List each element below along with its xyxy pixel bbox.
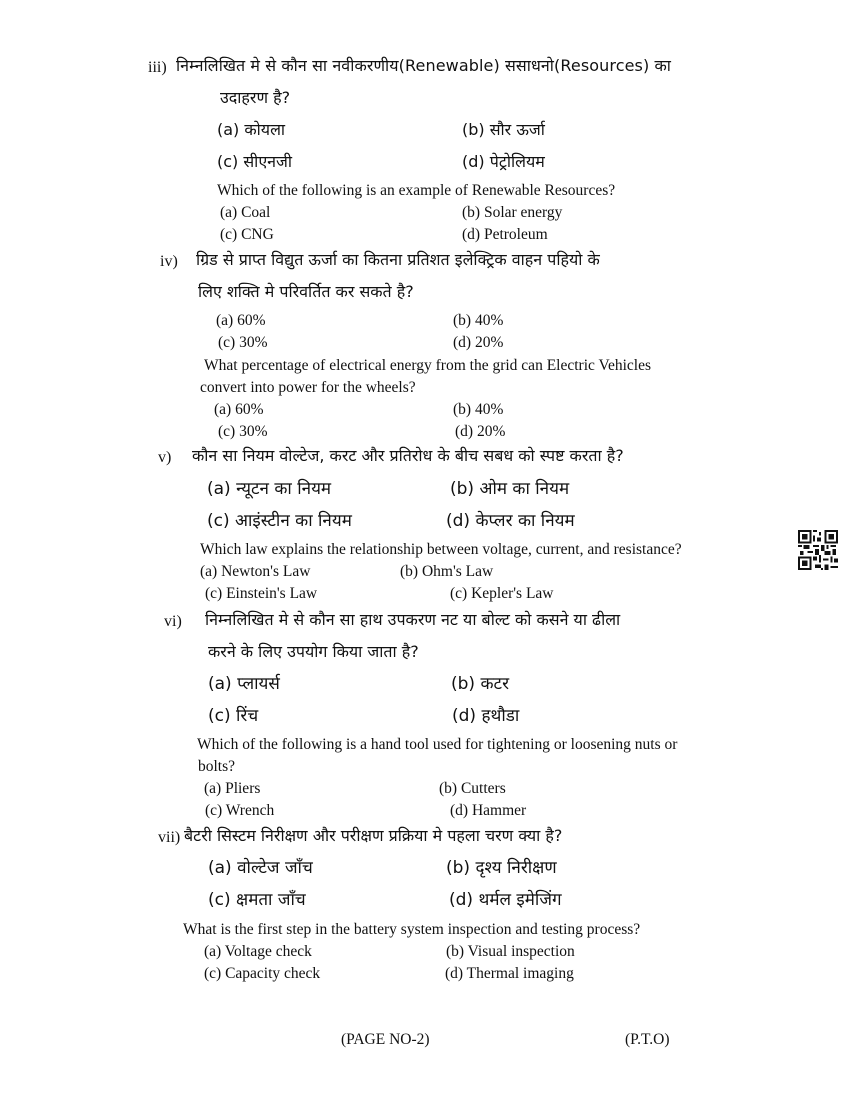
hindi-option-a: (a) प्लायर्स [208,674,280,694]
english-option-a: (a) Coal [220,204,271,221]
hindi-option-d: (d) केप्लर का नियम [446,511,575,531]
english-option-a: (a) 60% [214,401,264,418]
english-option-b: (b) Cutters [439,780,506,797]
hindi-question-line1: निम्नलिखित मे से कौन सा हाथ उपकरण नट या बोल्ट को कसने या ढीला [205,610,621,629]
hindi-option-d: (d) थर्मल इमेजिंग [449,890,562,910]
english-question-line2: bolts? [198,758,236,775]
english-option-d: (d) Hammer [450,802,527,819]
hindi-option-c: (c) क्षमता जाँच [208,890,306,910]
english-option-c: (c) Wrench [205,802,275,819]
english-question: What is the first step in the battery system inspection and testing process? [183,921,641,938]
english-option-d: (d) Petroleum [462,226,548,243]
hindi-option-b: (b) दृश्य निरीक्षण [446,858,557,878]
hindi-option-d: (d) हथौडा [452,706,520,726]
hindi-question-line1: बैटरी सिस्टम निरीक्षण और परीक्षण प्रक्रिया मे पहला चरण क्या है? [184,826,563,845]
pto-label: (P.T.O) [625,1031,670,1048]
english-option-b: (b) Ohm's Law [400,563,494,580]
qr-code-icon [798,530,838,570]
english-question: Which of the following is an example of Renewable Resources? [217,182,616,199]
english-option-c: (c) Capacity check [204,965,321,982]
question-number: iv) [160,253,178,270]
hindi-option-d: (d) 20% [453,334,504,351]
hindi-option-b: (b) 40% [453,312,504,329]
english-option-b: (b) Visual inspection [446,943,575,960]
question-number: vii) [158,829,181,846]
hindi-question-line1: ग्रिड से प्राप्त विद्युत ऊर्जा का कितना प्रतिशत इलेक्ट्रिक वाहन पहियो के [196,250,600,269]
hindi-option-c: (c) सीएनजी [217,152,293,171]
hindi-option-a: (a) वोल्टेज जाँच [208,858,313,878]
question-number: v) [158,449,172,466]
hindi-question-line2: उदाहरण है? [220,88,291,107]
english-option-b: (b) 40% [453,401,504,418]
hindi-option-c: (c) 30% [218,334,268,351]
hindi-question-line2: करने के लिए उपयोग किया जाता है? [208,642,419,661]
hindi-option-b: (b) कटर [451,674,510,694]
page-number: (PAGE NO-2) [341,1031,430,1048]
hindi-option-b: (b) ओम का नियम [450,479,570,499]
english-option-c: (c) CNG [220,226,274,243]
english-option-d: (d) Thermal imaging [445,965,574,982]
english-question-line1: What percentage of electrical energy from the grid can Electric Vehicles [204,357,651,374]
english-option-b: (b) Solar energy [462,204,563,221]
english-question: Which law explains the relationship between voltage, current, and resistance? [200,541,682,558]
english-option-d: (d) 20% [455,423,506,440]
english-question-line2: convert into power for the wheels? [200,379,416,396]
hindi-option-c: (c) आइंस्टीन का नियम [207,511,352,531]
hindi-question-line2: लिए शक्ति मे परिवर्तित कर सकते है? [198,282,414,301]
hindi-option-b: (b) सौर ऊर्जा [462,120,545,139]
hindi-option-a: (a) कोयला [217,120,286,139]
english-option-c: (c) 30% [218,423,268,440]
english-option-a: (a) Voltage check [204,943,312,960]
english-option-a: (a) Pliers [204,780,261,797]
english-question-line1: Which of the following is a hand tool used for tightening or loosening nuts or [197,736,678,753]
question-number: iii) [148,59,167,76]
question-number: vi) [164,613,182,630]
hindi-option-a: (a) 60% [216,312,266,329]
english-option-a: (a) Newton's Law [200,563,311,580]
english-option-c: (c) Einstein's Law [205,585,318,602]
hindi-question-line1: कौन सा नियम वोल्टेज, करट और प्रतिरोध के बीच सबध को स्पष्ट करता है? [192,446,624,465]
english-option-d: (c) Kepler's Law [450,585,554,602]
hindi-question-line1: निम्नलिखित मे से कौन सा नवीकरणीय(Renewable) ससाधनो(Resources) का [176,56,672,75]
hindi-option-a: (a) न्यूटन का नियम [207,479,332,499]
hindi-option-d: (d) पेट्रोलियम [462,152,545,171]
hindi-option-c: (c) रिंच [208,706,259,726]
